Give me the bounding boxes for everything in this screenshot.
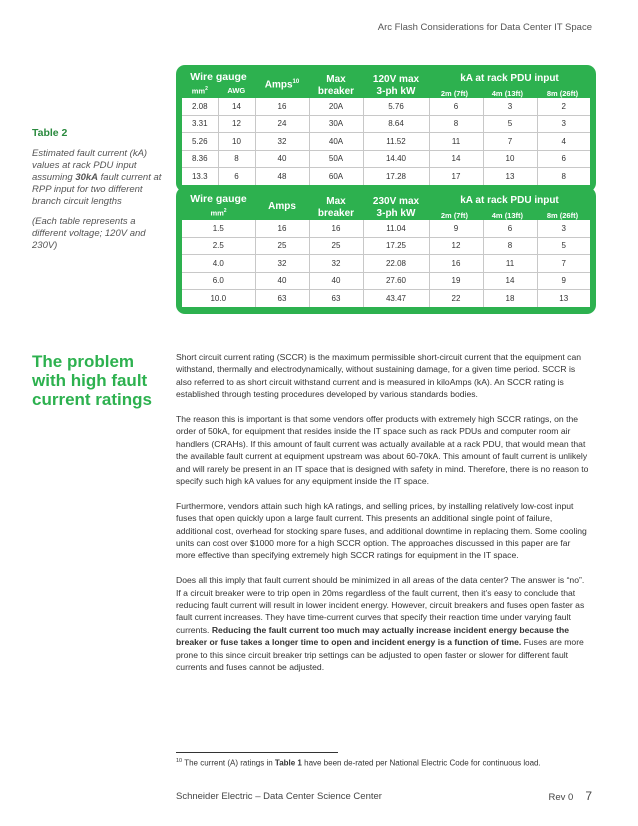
table-cell: 16 [429,255,483,273]
table-row [182,98,590,115]
footer-revision: Rev 0 [548,792,574,803]
table-cell: 12 [429,237,483,255]
table-cell: 3 [483,98,537,115]
table-cell: 43.47 [363,290,429,307]
table-cell: 8.64 [363,115,429,133]
table-cell: 25 [255,237,309,255]
header-awg: AWG [227,86,246,95]
table-cell: 18 [483,290,537,307]
table-cell: 14 [429,150,483,168]
table-cell: 17.25 [363,237,429,255]
table-cell: 5 [537,237,590,255]
header-mm2: $mm^2$ [191,86,208,96]
table-cell: 13 [559,293,569,303]
header-col-2m: 2m (7ft) [440,211,468,220]
header-col-4m: 4m (13ft) [491,211,524,220]
table-header [182,193,590,220]
table-cell: 14 [483,272,537,290]
table-cell: 32 [255,255,309,273]
section-heading: The problem with high fault current ratings [32,352,152,409]
table-cell: 60A [309,168,363,185]
table-cell: 7 [537,255,590,273]
table-cell: 6 [429,98,483,115]
header-amps: Amps$^{10}$ [264,79,300,91]
table-cell: 24 [255,115,309,133]
table-cell: 40 [255,272,309,290]
footnote-divider [176,752,338,753]
table-caption-description: Estimated fault current (kA) values at rack PDU input assuming 30kA fault current at RPP input for two different branch circuit lengths [32,148,162,207]
table-row [182,290,590,307]
fault-current-table-120v [176,65,596,192]
header-amps: Amps [268,201,296,212]
table-cell: 50A [309,150,363,168]
paragraph: Short circuit current rating (SCCR) is the maximum permissible short-circuit current that the equipment can withstand, thermally and electrodynamically, without sustaining damage, for a given time period. SCCR is also referred to as short circuit withstand current and is measured in kiloAmps (kA). An SCCR rating is established through testing procedures developed by various standards bodies. [176,352,582,400]
table-body [182,98,590,185]
header-mm2: $mm^2$ [210,208,227,218]
table-cell: 8 [483,237,537,255]
table-cell: 11.52 [363,133,429,151]
footer-page-info [548,789,592,803]
header-ka: kA at rack PDU input 2m (7ft) 4m (13ft) 8m (26ft) [440,73,579,98]
table-cell: 4 [537,133,590,151]
table-cell: 6 [537,150,590,168]
table-cell: 17.28 [363,168,429,185]
footer-publisher: Schneider Electric – Data Center Science Center [176,791,382,802]
table-row [182,115,590,133]
header-wire-gauge: Wire gauge [190,71,247,83]
table-row [182,150,590,168]
table-cell: 10.0 [182,290,255,307]
table-cell: 8 [218,150,255,168]
table-cell: 13 [483,168,537,185]
header-col-8m: 8m (26ft) [546,211,579,220]
table-cell: 1.5 [182,220,255,237]
table-cell: 7 [483,133,537,151]
table-cell: 32 [255,133,309,151]
table-body [182,220,590,307]
table-row [182,220,590,237]
table-cell: 27.60 [363,272,429,290]
table-cell: 19 [429,272,483,290]
paragraph: Does all this imply that fault current should be minimized in all areas of the data center? The answer is “no”. If a circuit breaker were to trip open in 20ms regardless of the fault current, then it’s easy to conclude that reducing fault current will result in lower incident energy. However, circuit breakers and fuses open faster as fault current increases. They have time-current curves that specify their reaction time under varying fault currents. Reducing the fault current too much may actually increase incident energy because the breaker or fuse takes a longer time to open and incident energy is a function of time. Fuses are more prone to this since circuit breaker trip settings can be adjusted to open faster or slower for different fault currents and fuses cannot be adjusted. [176,575,585,673]
table-cell: 32 [309,255,363,273]
table-row [182,272,590,290]
table-cell: 48 [255,168,309,185]
footnote: $^{10}$ The current (A) ratings in Table 1 have been de-rated per National Electric Code for continuous load. [176,758,541,768]
table-cell: 9 [429,220,483,237]
fault-current-table-230v [176,187,596,314]
table-cell: 63 [309,290,363,307]
table-cell: 2 [537,98,590,115]
header-max-breaker: Max breaker [317,196,355,219]
table-cell: 30A [309,115,363,133]
page-number: 7 [585,789,592,803]
header-wire-gauge: Wire gauge [190,193,247,205]
table-cell: 5.76 [363,98,429,115]
table-cell: 14 [218,98,255,115]
table-cell: 8.36 [182,150,218,168]
table-cell: 13.3 [182,168,218,185]
table-cell: 12 [218,115,255,133]
table-row [182,133,590,151]
table-cell: 17 [429,168,483,185]
table-row [182,237,590,255]
table-header [182,71,590,98]
table-cell: 3.31 [182,115,218,133]
header-col-8m: 8m (26ft) [546,89,579,98]
header-voltage-kw: 120V max 3-ph kW [372,74,420,97]
table-cell: 3 [537,115,590,133]
paragraph: Furthermore, vendors attain such high kA ratings, and selling prices, by installing relatively low-cost input fuses that open quickly upon a large fault current. This presents an additional single point of failure, additional cost, overhead for stocking spare fuses, and additional downtime in replacing them. Some cooling units can cost over $1000 more for a high SCCR option. The approaches discussed in this paper are far more effective than specifying extremely high SCCR ratings for equipment in the IT space. [176,500,587,561]
table-cell: 11 [483,255,537,273]
table-cell: 3 [537,220,590,237]
table-cell: 8 [561,171,566,181]
table-cell: 20A [309,98,363,115]
table-cell: 14.40 [363,150,429,168]
table-caption-note: (Each table represents a different voltage; 120V and 230V) [32,216,146,251]
table-cell: 25 [309,237,363,255]
table-cell: 6 [483,220,537,237]
header-col-4m: 4m (13ft) [491,89,524,98]
table-caption-title: Table 2 [32,127,68,139]
table-cell: 16 [255,98,309,115]
table-cell: 8 [429,115,483,133]
table-cell: 4.0 [182,255,255,273]
table-cell: 16 [255,220,309,237]
table-cell: 2.08 [182,98,218,115]
header-voltage-kw: 230V max 3-ph kW [372,196,420,219]
paragraph: The reason this is important is that some vendors offer products with extremely high SCCR ratings, on the order of 50kA, for equipment that resides inside the IT space such as rack PDUs and computer room air handlers (CRAHs). If this amount of fault current was actually available at a rack PDU, that would mean that the available fault current at equipment upstream was about 60-70kA. This amount of fault current is unlikely and will rarely be present in an IT space that is designed with safety in mind. Therefore, there is no reason to specify such high kA values for any equipment inside the IT space. [176,414,589,487]
table-cell: 5 [483,115,537,133]
table-cell: 6 [218,168,255,185]
table-cell: 6.0 [182,272,255,290]
table-cell: 40 [255,150,309,168]
table-cell: 2.5 [182,237,255,255]
table-cell: 10 [483,150,537,168]
table-cell: 5.26 [182,133,218,151]
table-row [182,168,590,185]
table-cell: 16 [309,220,363,237]
section-body [176,351,591,686]
table-row [182,255,590,273]
table-cell: 11 [429,133,483,151]
table-cell: 11.04 [363,220,429,237]
table-cell: 40A [309,133,363,151]
table-cell: 63 [255,290,309,307]
table-cell: 10 [218,133,255,151]
table-cell: 22 [429,290,483,307]
header-col-2m: 2m (7ft) [440,89,468,98]
header-max-breaker: Max breaker [317,74,355,97]
table-cell: 22.08 [363,255,429,273]
running-header: Arc Flash Considerations for Data Center IT Space [377,22,592,33]
header-ka: kA at rack PDU input 2m (7ft) 4m (13ft) 8m (26ft) [440,195,579,220]
table-cell: 9 [537,272,590,290]
table-cell: 40 [309,272,363,290]
